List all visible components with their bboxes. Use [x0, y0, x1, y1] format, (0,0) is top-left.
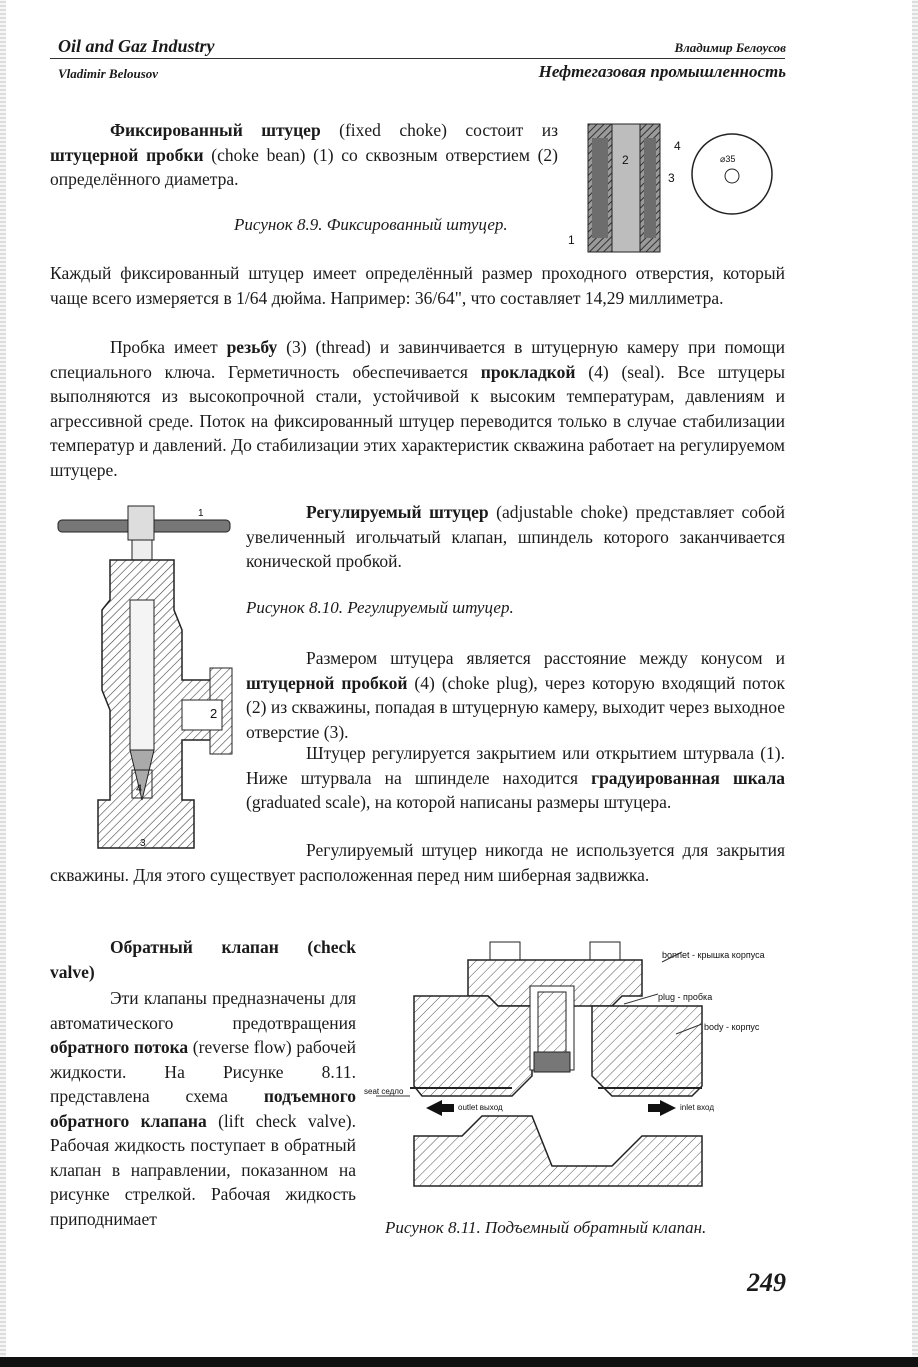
scan-bottom-edge: [0, 1357, 918, 1367]
figure-8-11-caption: Рисунок 8.11. Подъемный обратный клапан.: [385, 1218, 707, 1237]
header-top-right: Владимир Белоусов: [674, 40, 786, 55]
fig811-label-seat: seat седло: [364, 1087, 404, 1096]
fixed-choke-intro: Фиксированный штуцер (fixed choke) состоит из штуцерной пробки (choke bean) (1) со сквозным отверстием (2) определённого диаметра.: [50, 120, 559, 189]
fixed-choke-size-paragraph: Каждый фиксированный штуцер имеет определённый размер проходного отверстия, который чаще всего измеряется в 1/64 дюйма. Например: 36/64", что составляет 14,29 миллиметра.: [50, 263, 785, 308]
adjustable-choke-figure: [50, 500, 242, 860]
fig810-label-4: 4: [136, 783, 143, 795]
check-valve-figure: [362, 936, 782, 1216]
adjustable-choke-wheel-paragraph: Штуцер регулируется закрытием или открытием штурвала (1). Ниже штурвала на шпинделе находится градуированная шкала (graduated scale), на которой написаны размеры штуцера.: [246, 743, 786, 812]
fig89-label-3: 3: [668, 171, 675, 185]
fig811-label-body: body - корпус: [704, 1022, 760, 1032]
adjustable-choke-size-paragraph: Размером штуцера является расстояние между конусом и штуцерной пробкой (4) (choke plug), через которую входящий поток (2) из скважины, попадая в штуцерную камеру, выходит через выходное отверстие (3).: [246, 648, 785, 742]
header-rule: [50, 58, 785, 59]
adjustable-choke-intro: Регулируемый штуцер (adjustable choke) представляет собой увеличенный игольчатый клапан, шпиндель которого заканчивается конической пробкой.: [246, 502, 785, 571]
fig89-label-diameter: ⌀35: [720, 154, 736, 164]
left-scan-edge: [0, 0, 6, 1367]
check-valve-heading: Обратный клапан (check valve): [50, 937, 356, 982]
fig810-label-3: 3: [140, 838, 146, 849]
adjustable-choke-closing-paragraph: Регулируемый штуцер никогда не используется для закрытия скважины. Для этого существует расположенная перед ним шиберная задвижка.: [50, 840, 785, 885]
fig811-label-bonnet: bonnet - крышка корпуса: [662, 950, 765, 960]
fig811-label-inlet: inlet вход: [680, 1103, 714, 1112]
header-bottom-left: Vladimir Belousov: [58, 66, 159, 81]
fig810-label-1: 1: [198, 508, 204, 519]
fig89-label-4: 4: [674, 139, 681, 153]
check-valve-paragraph: Эти клапаны предназначены для автоматического предотвращения обратного потока (reverse flow) рабочей жидкости. На Рисунке 8.11. представлена схема подъемного обратного клапана (lift check valve). Рабочая жидкость поступает в обратный клапан в направлении, показанном на рисунке стрелкой. Рабочая жидкость приподнимает: [50, 988, 356, 1229]
figure-8-10-caption: Рисунок 8.10. Регулируемый штуцер.: [246, 598, 514, 617]
header-top-left: Oil and Gaz Industry: [58, 36, 215, 56]
header-bottom-right: Нефтегазовая промышленность: [538, 62, 786, 81]
page-number: 249: [747, 1268, 786, 1297]
fig811-label-plug: plug - пробка: [658, 992, 713, 1002]
fig89-label-2: 2: [622, 153, 629, 167]
fig89-label-1: 1: [568, 233, 575, 247]
fixed-choke-figure: [560, 118, 785, 256]
right-scan-edge: [912, 0, 918, 1367]
figure-8-9-caption: Рисунок 8.9. Фиксированный штуцер.: [234, 215, 508, 234]
fixed-choke-thread-paragraph: Пробка имеет резьбу (3) (thread) и завинчивается в штуцерную камеру при помощи специального ключа. Герметичность обеспечивается прокладкой (4) (seal). Все штуцеры выполняются из высокопрочной стали, устойчивой к высоким температурам, давлениям и агрессивной среде. Поток на фиксированный штуцер переводится только в случае стабилизации температур и давлений. До стабилизации этих характеристик скважина работает на регулируемом штуцере.: [50, 337, 785, 480]
fig811-label-outlet: outlet выход: [458, 1103, 503, 1112]
fig810-label-2: 2: [210, 706, 218, 721]
